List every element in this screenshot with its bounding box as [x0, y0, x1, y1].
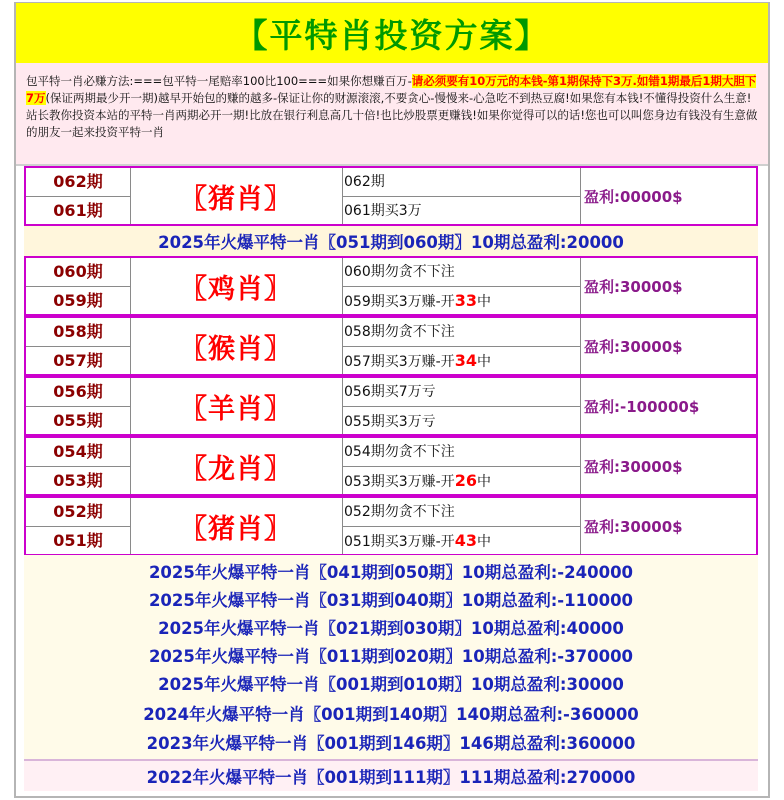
period-b: 059期 — [26, 286, 130, 315]
bet-line-a: 056期买7万亏 — [344, 384, 436, 400]
intro-highlight: 请必须要有10万元的本钱-第1期保持下3万.如错1期最后1期大胆下7万 — [26, 74, 757, 105]
intro-text — [16, 63, 768, 166]
history-group — [24, 376, 758, 436]
period-cell — [26, 438, 131, 494]
zodiac-pick: 〖猴肖〗 — [130, 318, 343, 374]
history-summary-line: 2025年火爆平特一肖〖011期到020期〗10期总盈利:-370000 — [148, 647, 634, 666]
bet-line-a: 054期勿贪不下注 — [344, 444, 455, 460]
profit-value: 盈利:00000$ — [584, 187, 683, 206]
drawn-number: 26 — [454, 471, 477, 490]
period-b: 057期 — [26, 346, 130, 375]
bet-line-b: 061期买3万 — [342, 196, 580, 225]
period-b: 061期 — [26, 196, 130, 225]
period-b: 053期 — [26, 466, 130, 495]
bet-line-b — [342, 466, 580, 495]
period-cell — [26, 378, 131, 434]
bet-line-b-pre: 055期买3万亏 — [344, 414, 436, 430]
current-group — [24, 166, 758, 226]
summary-top: 2025年火爆平特一肖〖051期到060期〗10期总盈利:20000 — [24, 226, 758, 256]
bet-line-b-pre: 053期买3万赚-开 — [344, 474, 455, 490]
bet-detail-cell — [342, 318, 581, 374]
period-b: 055期 — [26, 406, 130, 435]
drawn-number: 34 — [454, 351, 477, 370]
history-summary-list — [24, 555, 758, 760]
period-a: 058期 — [53, 322, 103, 341]
bet-line-a: 052期勿贪不下注 — [344, 504, 455, 520]
period-cell — [26, 318, 131, 374]
drawn-number: 33 — [454, 291, 477, 310]
period-b: 051期 — [26, 526, 130, 555]
bet-line-b-pre: 059期买3万赚-开 — [344, 294, 455, 310]
history-summary-line: 2025年火爆平特一肖〖021期到030期〗10期总盈利:40000 — [158, 619, 624, 638]
period-a: 056期 — [53, 382, 103, 401]
bet-line-b-post: 中 — [476, 294, 491, 310]
history-summary-line: 2025年火爆平特一肖〖031期到040期〗10期总盈利:-110000 — [148, 591, 634, 610]
profit-value: 盈利:30000$ — [584, 457, 683, 476]
bet-line-b — [342, 406, 580, 435]
period-a: 060期 — [53, 262, 103, 281]
bet-line-b-post: 中 — [476, 534, 491, 550]
bet-detail-cell — [342, 438, 581, 494]
bet-line-b — [342, 526, 580, 555]
history-group — [24, 496, 758, 556]
bottom-summary: 2022年火爆平特一肖〖001期到111期〗111期总盈利:270000 — [24, 759, 758, 791]
history-group — [24, 436, 758, 496]
profit-value: 盈利:30000$ — [584, 517, 683, 536]
history-summary-line: 2025年火爆平特一肖〖041期到050期〗10期总盈利:-240000 — [148, 563, 634, 582]
intro-part1: 包平特一肖必赚方法:===包平特一尾赔率100比100===如果你想赚百万- — [26, 74, 412, 88]
bet-detail-cell — [342, 498, 581, 554]
history-group — [24, 316, 758, 376]
bet-line-b-post: 中 — [476, 474, 491, 490]
history-summary-line: 2023年火爆平特一肖〖001期到146期〗146期总盈利:360000 — [146, 734, 636, 753]
period-cell — [26, 498, 131, 554]
bet-line-b-pre: 057期买3万赚-开 — [344, 354, 455, 370]
period-a: 052期 — [53, 502, 103, 521]
profit-value: 盈利:30000$ — [584, 337, 683, 356]
page-title: 【平特肖投资方案】 — [16, 3, 768, 63]
intro-part2: (保证两期最少开一期)越早开始包的赚的越多-保证让你的财源滚滚,不要贪心-慢慢来-心急吃不到热豆腐!如果您有本钱!不懂得投资什么生意!站长教你投资本站的平特一肖两期必开一期!比放在银行利息高几十倍!也比炒股票更赚钱!如果你觉得可以的话!您也可以叫您身边有钱没有生意做的朋友一起来投资平特一肖 — [26, 91, 758, 139]
zodiac-pick: 〖猪肖〗 — [130, 498, 343, 554]
history-group — [24, 256, 758, 316]
period-a: 062期 — [53, 172, 103, 191]
period-a: 054期 — [53, 442, 103, 461]
zodiac-pick: 〖猪肖〗 — [130, 168, 343, 224]
bet-detail-cell — [342, 378, 581, 434]
zodiac-pick: 〖鸡肖〗 — [130, 258, 343, 314]
bet-line-b — [342, 346, 580, 375]
zodiac-pick: 〖龙肖〗 — [130, 438, 343, 494]
bet-line-a: 062期 — [344, 174, 385, 190]
period-cell — [26, 258, 131, 314]
period-cell — [26, 168, 131, 224]
bet-line-a: 058期勿贪不下注 — [344, 324, 455, 340]
bet-detail-cell — [342, 168, 581, 224]
bet-line-b-post: 中 — [476, 354, 491, 370]
bet-line-a: 060期勿贪不下注 — [344, 264, 455, 280]
bet-line-b — [342, 286, 580, 315]
history-summary-line: 2024年火爆平特一肖〖001期到140期〗140期总盈利:-360000 — [143, 705, 639, 724]
profit-value: 盈利:30000$ — [584, 277, 683, 296]
zodiac-pick: 〖羊肖〗 — [130, 378, 343, 434]
history-summary-line: 2025年火爆平特一肖〖001期到010期〗10期总盈利:30000 — [158, 675, 624, 694]
bet-detail-cell — [342, 258, 581, 314]
profit-value: 盈利:-100000$ — [584, 397, 700, 416]
drawn-number: 43 — [454, 531, 477, 550]
bet-line-b-pre: 051期买3万赚-开 — [344, 534, 455, 550]
